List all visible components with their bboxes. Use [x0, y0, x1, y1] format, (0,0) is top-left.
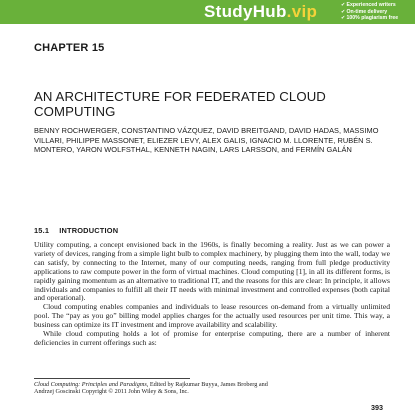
section-heading	[34, 226, 118, 235]
feature-label: 100% plagiarism free	[346, 15, 399, 21]
body-text	[34, 241, 390, 348]
page-number: 393	[371, 403, 383, 412]
studyhub-logo[interactable]	[204, 1, 317, 23]
section-title: INTRODUCTION	[59, 226, 119, 235]
check-icon: ✔	[341, 2, 346, 9]
footnote-copyright: Andrzej Goscinski Copyright © 2011 John Wiley & Sons, Inc.	[34, 388, 189, 396]
paragraph: Cloud computing enables companies and individuals to lease resources on-demand from a virtually unlimited pool. The “pay as you go” billing model applies charges for the actually used resources per unit time. This way, a business can optimize its IT investment and improve availability and scalability.	[34, 302, 390, 330]
paragraph: Utility computing, a concept envisioned back in the 1960s, is finally becoming a reality. Just as we can power a variety of devices, ranging from a simple light bulb to complex machinery, by plugging them into the wall, today we can satisfy, by connecting to the Internet, many of our computing needs, ranging from full pledge productivity applications to raw compute power in the form of virtual machines. Cloud computing [1], in all its different forms, is rapidly gaining momentum as an alternative to traditional IT, and the reasons for this are clear: In principle, it allows individuals and companies to fulfill all their IT needs with minimal investment and controlled expenses (both capital and operational).	[34, 240, 390, 303]
brand-tld: .vip	[286, 2, 318, 21]
paragraph: While cloud computing holds a lot of promise for enterprise computing, there are a number of inherent deficiencies in current offerings such as:	[34, 329, 390, 347]
feature-label: On-time delivery	[346, 8, 388, 15]
chapter-title: AN ARCHITECTURE FOR FEDERATED CLOUD COMPUTING	[34, 89, 326, 119]
brand-banner	[0, 0, 415, 24]
footnote-divider	[34, 378, 190, 379]
check-icon: ✔	[341, 8, 346, 15]
feature-list	[341, 2, 398, 22]
feature-label: Experienced writers	[346, 2, 396, 8]
footnote-editors: Edited by Rajkumar Buyya, James Broberg and	[148, 381, 268, 388]
brand-name: StudyHub	[204, 2, 287, 21]
feature-item	[341, 15, 398, 22]
section-number: 15.1	[34, 226, 50, 235]
book-title: Cloud Computing: Principles and Paradigms,	[34, 381, 149, 388]
footnote	[34, 381, 394, 395]
chapter-label: CHAPTER 15	[34, 42, 105, 54]
author-list: BENNY ROCHWERGER, CONSTANTINO VÁZQUEZ, DAVID BREITGAND, DAVID HADAS, MASSIMO VILLARI, PHILIPPE MASSONET, ELIEZER LEVY, ALEX GALIS, IGNACIO M. LLORENTE, RUBÉN S. MONTERO, YARON WOLFSTHAL, KENNETH NAGIN, LARS LARSSON, and FERMÍN GALÁN	[34, 126, 379, 155]
check-icon: ✔	[341, 15, 346, 22]
